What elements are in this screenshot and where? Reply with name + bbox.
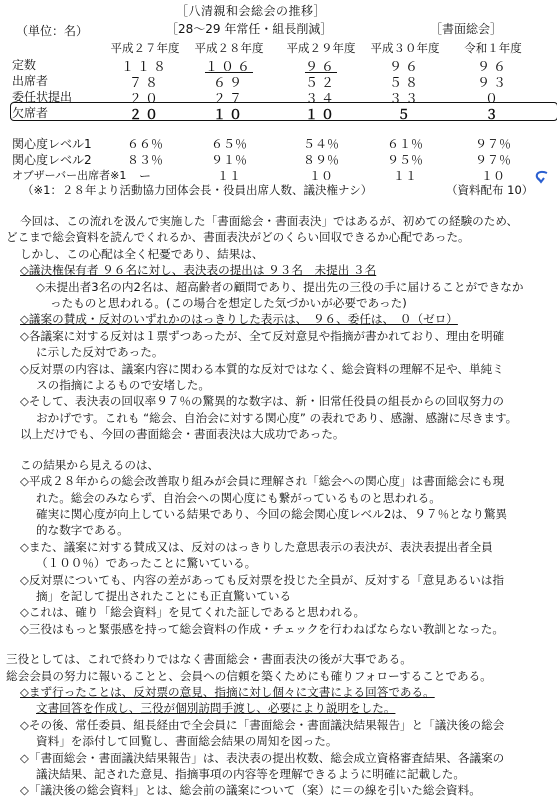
table-cell: ９３	[476, 76, 509, 91]
row-label: 関心度レベル2	[12, 153, 92, 167]
sub-bullet-line: ◇未提出者3名の内2名は、超高齢者の顧問であり、提出先の三役の手に届けることができなか	[36, 279, 524, 294]
table-cell: ２０	[128, 108, 161, 123]
table-cell: １０	[212, 108, 245, 123]
table-cell: ６６％	[126, 137, 163, 151]
bullet-line: ◇これは、確り「総会資料」を見てくれた証しであると思われる。	[20, 605, 366, 620]
paragraph-line: しかし、この心配は全く杞憂であり、結果は、	[20, 246, 264, 261]
table-cell: ０	[484, 92, 501, 107]
table-cell: ８３％	[126, 153, 163, 167]
bullet-line: スの指摘によるもので安堵した。	[36, 378, 210, 393]
table-cell: １０	[480, 169, 505, 183]
table-cell: １１	[216, 169, 241, 183]
table-cell: ９６	[388, 60, 421, 75]
bullet-line: ◇反対票の内容は、議案内容に関わる本質的な反対ではなく、総会資料の理解不足や、単純ミ	[20, 361, 504, 376]
bullet-line: ◇反対票についても、内容の差があっても反対票を投じた全員が、反対する「意見あるいは指	[20, 572, 504, 587]
year-header: 平成２７年度	[110, 41, 180, 55]
paragraph-line: 以上だけでも、今回の書面総会・書面表決は大成功であった。	[20, 427, 345, 442]
table-cell: ９６	[476, 60, 509, 75]
paragraph-line: 今回は、この流れを汲んで実施した「書面総会・書面表決」ではあるが、初めての経験のため、	[20, 214, 519, 228]
document-meeting-label: ［書面総会］	[430, 22, 503, 36]
row-label: 関心度レベル1	[12, 137, 92, 151]
year-header: 平成３０年度	[370, 41, 440, 55]
curved-arrow-icon	[531, 169, 549, 185]
table-cell: ２７	[212, 92, 245, 107]
table-row	[8, 151, 553, 167]
table-cell: ー	[138, 169, 151, 183]
paragraph-line: 総会会員の努力に報いることと、会員への信頼を築くためにも確りフォローすることである。	[6, 668, 492, 683]
sub-bullet-line: ったものと思われる。(この場合を想定した気づかいが必要であった)	[50, 296, 407, 311]
bullet-line: ◇各議案に対する反対は１票ずつあったが、全て反対意見や指摘が書かれており、理由を明確	[20, 328, 505, 343]
row-label: 委任状提出	[12, 90, 73, 104]
table-cell: １１８	[120, 60, 169, 75]
row-label: 出席者	[12, 74, 49, 88]
bullet-line: に示した反対であった。	[36, 345, 164, 360]
table-cell: ５８	[388, 76, 421, 91]
table-cell: ９６	[304, 60, 337, 75]
bullet-line: 議決結果、記された意見、指摘事項の内容等を理解できるように明確に記載した。	[36, 767, 465, 781]
table-subtitle: ［28～29 年常任・組長削減］	[166, 22, 333, 36]
bullet-line: ◇三役はもっと緊張感を持って総会資料の作成・チェックを行わねばならない教訓となった。	[20, 621, 504, 636]
table-cell: ５２	[304, 76, 337, 91]
table-cell: ６１％	[386, 137, 423, 151]
table-unit: （単位：名）	[16, 24, 89, 38]
table-title: ［八清親和会総会の推移］	[176, 4, 327, 18]
table-cell: ３	[484, 108, 501, 123]
table-cell: １１	[392, 169, 417, 183]
table-cell: ２０	[128, 92, 161, 107]
table-cell: ６５％	[210, 137, 247, 151]
table-cell: １０	[308, 169, 333, 183]
table-cell: ３３	[388, 92, 421, 107]
year-header: 平成２８年度	[194, 41, 264, 55]
bullet-line: おかげです。これも “総会、自治会に対する関心度” の表れであり、感謝、感謝に尽きます。	[36, 410, 518, 425]
table-cell: ５４％	[302, 137, 339, 151]
bullet-line: （１００％）であったことに驚いている。	[36, 556, 257, 571]
bullet-item: ◇議案の賛成・反対のいずれかのはっきりした表示は、 ９６、委任は、 ０（ゼロ）	[20, 312, 458, 327]
table-row	[8, 135, 553, 151]
report-body	[6, 213, 552, 799]
table-cell: ９７％	[474, 153, 511, 167]
bullet-line: ◇平成２８年からの総会改善取り組みが会員に理解され「総会への関心度」は書面総会にも現	[20, 474, 505, 489]
bullet-line: れた。総会のみならず、自治会への関心度にも繋がっているものと思われる。	[36, 490, 441, 505]
table-cell: １０	[304, 108, 337, 123]
table-header-row	[8, 40, 553, 56]
bullet-line: 摘」を記して提出されたことにも正直驚いている	[36, 588, 292, 603]
year-header: 令和１年度	[464, 41, 522, 55]
paragraph-line: この結果から見えるのは、	[20, 457, 160, 472]
table-row	[8, 167, 553, 183]
bullet-line: ◇そして、表決表の回収率９７％の驚異的な数字は、新・旧常任役員の組長からの回収努力の	[20, 394, 505, 409]
table-footnote: （※1：２８年より活動協力団体会長・役員出席人数、議決権ナシ）	[22, 183, 373, 197]
bullet-line: ◇また、議案に対する賛成又は、反対のはっきりした意思表示の表決が、表決表提出者全員	[20, 539, 493, 554]
table-cell: ９１％	[210, 153, 247, 167]
table-row	[8, 56, 553, 75]
table-row	[8, 104, 553, 123]
paragraph-line: 三役としては、これで終わりではなく書面総会・書面表決の後が大事である。	[6, 652, 412, 667]
bullet-line: ◇「議決後の総会資料」とは、総会前の議案について（案）に＝の線を引いた総会資料。	[20, 783, 481, 798]
bullet-line: 確実に関心度が向上している結果であり、今回の総会関心度レベル2は、９７％となり驚異	[36, 506, 508, 521]
table-cell: ５	[396, 108, 413, 123]
bullet-line: ◇「書面総会・書面議決結果報告」は、表決表の提出枚数、総会成立資格審査結果、各議案の	[20, 750, 505, 765]
table-cell: ６９	[212, 76, 245, 91]
paragraph-line: どこまで総会資料を読んでくれるか、書面表決がどのくらい回収できるか心配であった。	[6, 230, 470, 245]
bullet-line: 資料」を添付して回覧し、書面総会結果の周知を図った。	[36, 734, 338, 749]
row-label: 欠席者	[12, 106, 49, 120]
table-cell: ９５％	[386, 153, 423, 167]
bullet-item: ◇議決権保有者 ９６名に対し、表決表の提出は ９３名 未提出 ３名	[20, 263, 377, 278]
bullet-line: ◇まず行ったことは、反対票の意見、指摘に対し個々に文書による回答である。	[20, 684, 435, 699]
bullet-line: 文書回答を作成し、三役が個別訪問手渡し、必要により説明をした。	[36, 701, 396, 716]
distribution-note: （資料配布 10）	[446, 183, 534, 197]
table-row	[8, 72, 553, 91]
row-label: 定数	[12, 58, 37, 72]
table-cell: ９７％	[474, 137, 511, 151]
table-cell: ８９％	[302, 153, 339, 167]
year-header: 平成２９年度	[286, 41, 356, 55]
row-label: オブザーバー出席者※1	[12, 169, 127, 182]
table-cell: １０６	[204, 60, 253, 75]
bullet-line: 的な数字である。	[36, 523, 129, 538]
table-cell: ７８	[128, 76, 161, 91]
bullet-line: ◇その後、常任委員、組長経由で全会員に「書面総会・書面議決結果報告」と「議決後の総会	[20, 717, 505, 732]
table-cell: ３４	[304, 92, 337, 107]
